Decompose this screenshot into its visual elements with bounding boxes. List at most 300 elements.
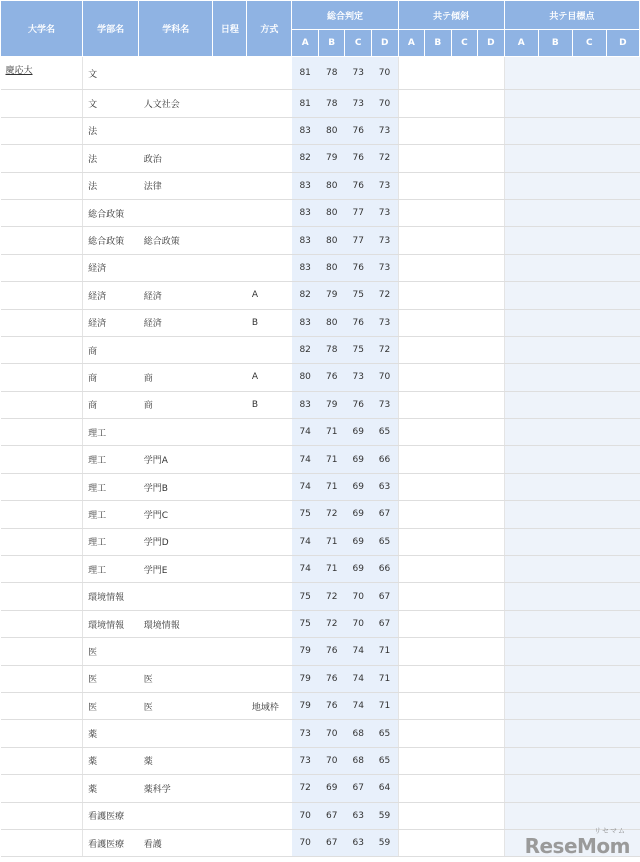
overall-score-cell: 65: [372, 747, 399, 774]
overall-score-cell: 75: [292, 610, 319, 637]
target-score-cell: [538, 117, 572, 144]
faculty-cell: 総合政策: [83, 199, 139, 226]
weighted-score-cell: [478, 473, 505, 500]
table-row: [1, 90, 640, 117]
table-row: [1, 364, 640, 391]
weighted-score-cell: [478, 802, 505, 829]
weighted-score-cell: [398, 364, 425, 391]
university-cell: [1, 610, 83, 637]
overall-score-cell: 83: [292, 254, 319, 281]
schedule-cell: [213, 501, 247, 528]
overall-score-cell: 74: [345, 692, 372, 719]
target-score-cell: [606, 556, 639, 583]
target-score-cell: [538, 172, 572, 199]
method-cell: [247, 254, 292, 281]
weighted-score-cell: [425, 528, 452, 555]
weighted-score-cell: [425, 692, 452, 719]
method-cell: [247, 117, 292, 144]
header-university: 大学名: [1, 1, 83, 57]
weighted-score-cell: [478, 610, 505, 637]
overall-score-cell: 70: [318, 720, 345, 747]
weighted-score-cell: [398, 227, 425, 254]
weighted-score-cell: [451, 665, 478, 692]
faculty-cell: 理工: [83, 419, 139, 446]
schedule-cell: [213, 638, 247, 665]
university-cell: [1, 199, 83, 226]
subheader-d: D: [372, 30, 399, 57]
weighted-score-cell: [478, 145, 505, 172]
faculty-cell: 経済: [83, 254, 139, 281]
weighted-score-cell: [451, 473, 478, 500]
weighted-score-cell: [478, 227, 505, 254]
table-row: [1, 583, 640, 610]
overall-score-cell: 74: [345, 638, 372, 665]
overall-score-cell: 82: [292, 336, 319, 363]
target-score-cell: [606, 364, 639, 391]
subheader-a: A: [398, 30, 425, 57]
method-cell: [247, 747, 292, 774]
overall-score-cell: 75: [292, 501, 319, 528]
university-cell: [1, 638, 83, 665]
target-score-cell: [538, 720, 572, 747]
weighted-score-cell: [478, 309, 505, 336]
overall-score-cell: 70: [345, 583, 372, 610]
subheader-a: A: [292, 30, 319, 57]
target-score-cell: [538, 254, 572, 281]
overall-score-cell: 63: [345, 829, 372, 856]
subheader-d: D: [478, 30, 505, 57]
target-score-cell: [606, 57, 639, 90]
target-score-cell: [504, 90, 538, 117]
overall-score-cell: 72: [318, 610, 345, 637]
weighted-score-cell: [478, 172, 505, 199]
target-score-cell: [606, 309, 639, 336]
method-cell: [247, 583, 292, 610]
target-score-cell: [572, 419, 606, 446]
weighted-score-cell: [425, 638, 452, 665]
table-row: [1, 282, 640, 309]
overall-score-cell: 65: [372, 720, 399, 747]
faculty-cell: 環境情報: [83, 610, 139, 637]
target-score-cell: [572, 336, 606, 363]
weighted-score-cell: [398, 254, 425, 281]
department-cell: [139, 336, 213, 363]
overall-score-cell: 73: [345, 90, 372, 117]
target-score-cell: [538, 747, 572, 774]
method-cell: A: [247, 364, 292, 391]
subheader-a: A: [504, 30, 538, 57]
weighted-score-cell: [398, 556, 425, 583]
schedule-cell: [213, 556, 247, 583]
table-row: [1, 199, 640, 226]
overall-score-cell: 73: [372, 254, 399, 281]
target-score-cell: [606, 528, 639, 555]
method-cell: [247, 528, 292, 555]
target-score-cell: [572, 254, 606, 281]
overall-score-cell: 70: [318, 747, 345, 774]
method-cell: [247, 829, 292, 856]
target-score-cell: [606, 172, 639, 199]
target-score-cell: [606, 227, 639, 254]
target-score-cell: [504, 282, 538, 309]
target-score-cell: [538, 501, 572, 528]
university-cell: [1, 145, 83, 172]
department-cell: 商: [139, 364, 213, 391]
university-cell: [1, 227, 83, 254]
department-cell: 学門A: [139, 446, 213, 473]
method-cell: 地域枠: [247, 692, 292, 719]
overall-score-cell: 80: [318, 254, 345, 281]
overall-score-cell: 78: [318, 57, 345, 90]
method-cell: [247, 638, 292, 665]
target-score-cell: [572, 199, 606, 226]
overall-score-cell: 73: [372, 391, 399, 418]
target-score-cell: [572, 172, 606, 199]
schedule-cell: [213, 473, 247, 500]
overall-score-cell: 70: [345, 610, 372, 637]
target-score-cell: [572, 692, 606, 719]
weighted-score-cell: [398, 583, 425, 610]
target-score-cell: [538, 227, 572, 254]
schedule-cell: [213, 775, 247, 802]
target-score-cell: [538, 145, 572, 172]
overall-score-cell: 77: [345, 227, 372, 254]
schedule-cell: [213, 57, 247, 90]
faculty-cell: 医: [83, 692, 139, 719]
target-score-cell: [504, 199, 538, 226]
overall-score-cell: 83: [292, 391, 319, 418]
weighted-score-cell: [398, 309, 425, 336]
faculty-cell: 薬: [83, 720, 139, 747]
faculty-cell: 環境情報: [83, 583, 139, 610]
method-cell: [247, 610, 292, 637]
overall-score-cell: 67: [372, 501, 399, 528]
overall-score-cell: 78: [318, 336, 345, 363]
overall-score-cell: 74: [292, 528, 319, 555]
target-score-cell: [606, 720, 639, 747]
target-score-cell: [572, 720, 606, 747]
overall-score-cell: 63: [372, 473, 399, 500]
overall-score-cell: 79: [318, 145, 345, 172]
weighted-score-cell: [451, 610, 478, 637]
target-score-cell: [504, 254, 538, 281]
weighted-score-cell: [425, 282, 452, 309]
target-score-cell: [538, 391, 572, 418]
schedule-cell: [213, 610, 247, 637]
method-cell: [247, 172, 292, 199]
overall-score-cell: 71: [372, 692, 399, 719]
overall-score-cell: 71: [318, 473, 345, 500]
weighted-score-cell: [425, 90, 452, 117]
department-cell: [139, 583, 213, 610]
target-score-cell: [504, 57, 538, 90]
weighted-score-cell: [425, 391, 452, 418]
target-score-cell: [538, 665, 572, 692]
target-score-cell: [572, 446, 606, 473]
schedule-cell: [213, 199, 247, 226]
table-row: [1, 57, 640, 90]
schedule-cell: [213, 309, 247, 336]
faculty-cell: 法: [83, 117, 139, 144]
weighted-score-cell: [451, 747, 478, 774]
department-cell: 総合政策: [139, 227, 213, 254]
overall-score-cell: 82: [292, 145, 319, 172]
weighted-score-cell: [425, 199, 452, 226]
overall-score-cell: 63: [345, 802, 372, 829]
weighted-score-cell: [398, 720, 425, 747]
overall-score-cell: 72: [372, 336, 399, 363]
faculty-cell: 法: [83, 172, 139, 199]
table-row: [1, 692, 640, 719]
weighted-score-cell: [478, 501, 505, 528]
university-cell: [1, 391, 83, 418]
table-row: [1, 747, 640, 774]
header-method: 方式: [247, 1, 292, 57]
weighted-score-cell: [451, 829, 478, 856]
overall-score-cell: 76: [345, 172, 372, 199]
target-score-cell: [572, 528, 606, 555]
header-overall-judgement: 総合判定: [292, 1, 398, 30]
overall-score-cell: 70: [292, 802, 319, 829]
faculty-cell: 看護医療: [83, 802, 139, 829]
overall-score-cell: 75: [345, 336, 372, 363]
subheader-b: B: [538, 30, 572, 57]
schedule-cell: [213, 282, 247, 309]
weighted-score-cell: [478, 446, 505, 473]
overall-score-cell: 76: [318, 364, 345, 391]
overall-score-cell: 80: [318, 199, 345, 226]
faculty-cell: 文: [83, 57, 139, 90]
weighted-score-cell: [478, 199, 505, 226]
university-cell: [1, 117, 83, 144]
weighted-score-cell: [398, 775, 425, 802]
weighted-score-cell: [398, 419, 425, 446]
method-cell: [247, 90, 292, 117]
overall-score-cell: 81: [292, 57, 319, 90]
schedule-cell: [213, 720, 247, 747]
university-cell: [1, 282, 83, 309]
weighted-score-cell: [478, 117, 505, 144]
overall-score-cell: 67: [372, 610, 399, 637]
header-department: 学科名: [139, 1, 213, 57]
target-score-cell: [504, 364, 538, 391]
overall-score-cell: 81: [292, 90, 319, 117]
target-score-cell: [572, 556, 606, 583]
department-cell: [139, 254, 213, 281]
weighted-score-cell: [425, 254, 452, 281]
faculty-cell: 総合政策: [83, 227, 139, 254]
subheader-b: B: [425, 30, 452, 57]
overall-score-cell: 82: [292, 282, 319, 309]
target-score-cell: [572, 473, 606, 500]
weighted-score-cell: [478, 528, 505, 555]
faculty-cell: 薬: [83, 747, 139, 774]
target-score-cell: [606, 446, 639, 473]
faculty-cell: 看護医療: [83, 829, 139, 856]
weighted-score-cell: [398, 172, 425, 199]
university-cell: [1, 309, 83, 336]
weighted-score-cell: [398, 528, 425, 555]
department-cell: [139, 802, 213, 829]
weighted-score-cell: [398, 473, 425, 500]
overall-score-cell: 76: [318, 692, 345, 719]
overall-score-cell: 78: [318, 90, 345, 117]
target-score-cell: [606, 747, 639, 774]
method-cell: [247, 446, 292, 473]
table-row: [1, 254, 640, 281]
weighted-score-cell: [398, 501, 425, 528]
table-row: [1, 336, 640, 363]
target-score-cell: [606, 282, 639, 309]
schedule-cell: [213, 665, 247, 692]
weighted-score-cell: [451, 199, 478, 226]
target-score-cell: [538, 57, 572, 90]
weighted-score-cell: [398, 692, 425, 719]
overall-score-cell: 69: [345, 528, 372, 555]
overall-score-cell: 83: [292, 309, 319, 336]
overall-score-cell: 80: [318, 227, 345, 254]
weighted-score-cell: [451, 692, 478, 719]
weighted-score-cell: [451, 638, 478, 665]
department-cell: 経済: [139, 309, 213, 336]
target-score-cell: [606, 473, 639, 500]
university-cell: [1, 336, 83, 363]
schedule-cell: [213, 528, 247, 555]
target-score-cell: [538, 419, 572, 446]
method-cell: [247, 501, 292, 528]
overall-score-cell: 71: [318, 446, 345, 473]
target-score-cell: [606, 665, 639, 692]
faculty-cell: 商: [83, 364, 139, 391]
university-cell: [1, 473, 83, 500]
weighted-score-cell: [425, 145, 452, 172]
header-common-test-weighted: 共テ傾斜: [398, 1, 504, 30]
weighted-score-cell: [451, 583, 478, 610]
watermark-logo-text: ReseMom: [524, 834, 630, 858]
target-score-cell: [538, 446, 572, 473]
weighted-score-cell: [478, 692, 505, 719]
target-score-cell: [538, 199, 572, 226]
schedule-cell: [213, 419, 247, 446]
table-row: [1, 309, 640, 336]
table-row: [1, 446, 640, 473]
overall-score-cell: 70: [372, 90, 399, 117]
overall-score-cell: 66: [372, 556, 399, 583]
university-cell: [1, 254, 83, 281]
overall-score-cell: 66: [372, 446, 399, 473]
weighted-score-cell: [451, 556, 478, 583]
overall-score-cell: 73: [372, 227, 399, 254]
target-score-cell: [504, 391, 538, 418]
overall-score-cell: 64: [372, 775, 399, 802]
target-score-cell: [538, 528, 572, 555]
faculty-cell: 商: [83, 336, 139, 363]
target-score-cell: [538, 336, 572, 363]
overall-score-cell: 72: [372, 145, 399, 172]
weighted-score-cell: [451, 775, 478, 802]
weighted-score-cell: [478, 90, 505, 117]
schedule-cell: [213, 145, 247, 172]
header-common-test-target: 共テ目標点: [504, 1, 639, 30]
weighted-score-cell: [451, 172, 478, 199]
overall-score-cell: 72: [318, 583, 345, 610]
weighted-score-cell: [398, 829, 425, 856]
weighted-score-cell: [451, 391, 478, 418]
overall-score-cell: 59: [372, 829, 399, 856]
target-score-cell: [504, 473, 538, 500]
target-score-cell: [538, 638, 572, 665]
subheader-c: C: [451, 30, 478, 57]
method-cell: [247, 473, 292, 500]
target-score-cell: [606, 692, 639, 719]
department-cell: [139, 57, 213, 90]
department-cell: 経済: [139, 282, 213, 309]
weighted-score-cell: [425, 720, 452, 747]
department-cell: 法律: [139, 172, 213, 199]
department-cell: [139, 638, 213, 665]
overall-score-cell: 73: [292, 747, 319, 774]
overall-score-cell: 74: [292, 473, 319, 500]
method-cell: [247, 199, 292, 226]
target-score-cell: [538, 282, 572, 309]
weighted-score-cell: [478, 336, 505, 363]
table-row: [1, 419, 640, 446]
department-cell: 看護: [139, 829, 213, 856]
weighted-score-cell: [398, 802, 425, 829]
weighted-score-cell: [425, 610, 452, 637]
weighted-score-cell: [425, 117, 452, 144]
university-cell: [1, 829, 83, 856]
university-cell: [1, 446, 83, 473]
overall-score-cell: 74: [345, 665, 372, 692]
target-score-cell: [606, 775, 639, 802]
target-score-cell: [504, 638, 538, 665]
faculty-cell: 理工: [83, 528, 139, 555]
overall-score-cell: 80: [318, 309, 345, 336]
schedule-cell: [213, 254, 247, 281]
schedule-cell: [213, 90, 247, 117]
overall-score-cell: 73: [292, 720, 319, 747]
target-score-cell: [538, 583, 572, 610]
target-score-cell: [572, 227, 606, 254]
weighted-score-cell: [451, 90, 478, 117]
university-cell: [1, 556, 83, 583]
target-score-cell: [504, 145, 538, 172]
target-score-cell: [504, 556, 538, 583]
target-score-cell: [538, 309, 572, 336]
target-score-cell: [504, 309, 538, 336]
overall-score-cell: 74: [292, 446, 319, 473]
weighted-score-cell: [451, 282, 478, 309]
overall-score-cell: 74: [292, 556, 319, 583]
method-cell: [247, 145, 292, 172]
weighted-score-cell: [478, 364, 505, 391]
weighted-score-cell: [425, 802, 452, 829]
header-faculty: 学部名: [83, 1, 139, 57]
weighted-score-cell: [425, 446, 452, 473]
overall-score-cell: 80: [318, 117, 345, 144]
department-cell: 学門E: [139, 556, 213, 583]
method-cell: [247, 57, 292, 90]
overall-score-cell: 69: [345, 419, 372, 446]
overall-score-cell: 79: [292, 692, 319, 719]
overall-score-cell: 76: [345, 309, 372, 336]
weighted-score-cell: [451, 57, 478, 90]
university-name-link: 慶応大: [1, 57, 83, 90]
subheader-c: C: [572, 30, 606, 57]
method-cell: [247, 227, 292, 254]
weighted-score-cell: [478, 747, 505, 774]
